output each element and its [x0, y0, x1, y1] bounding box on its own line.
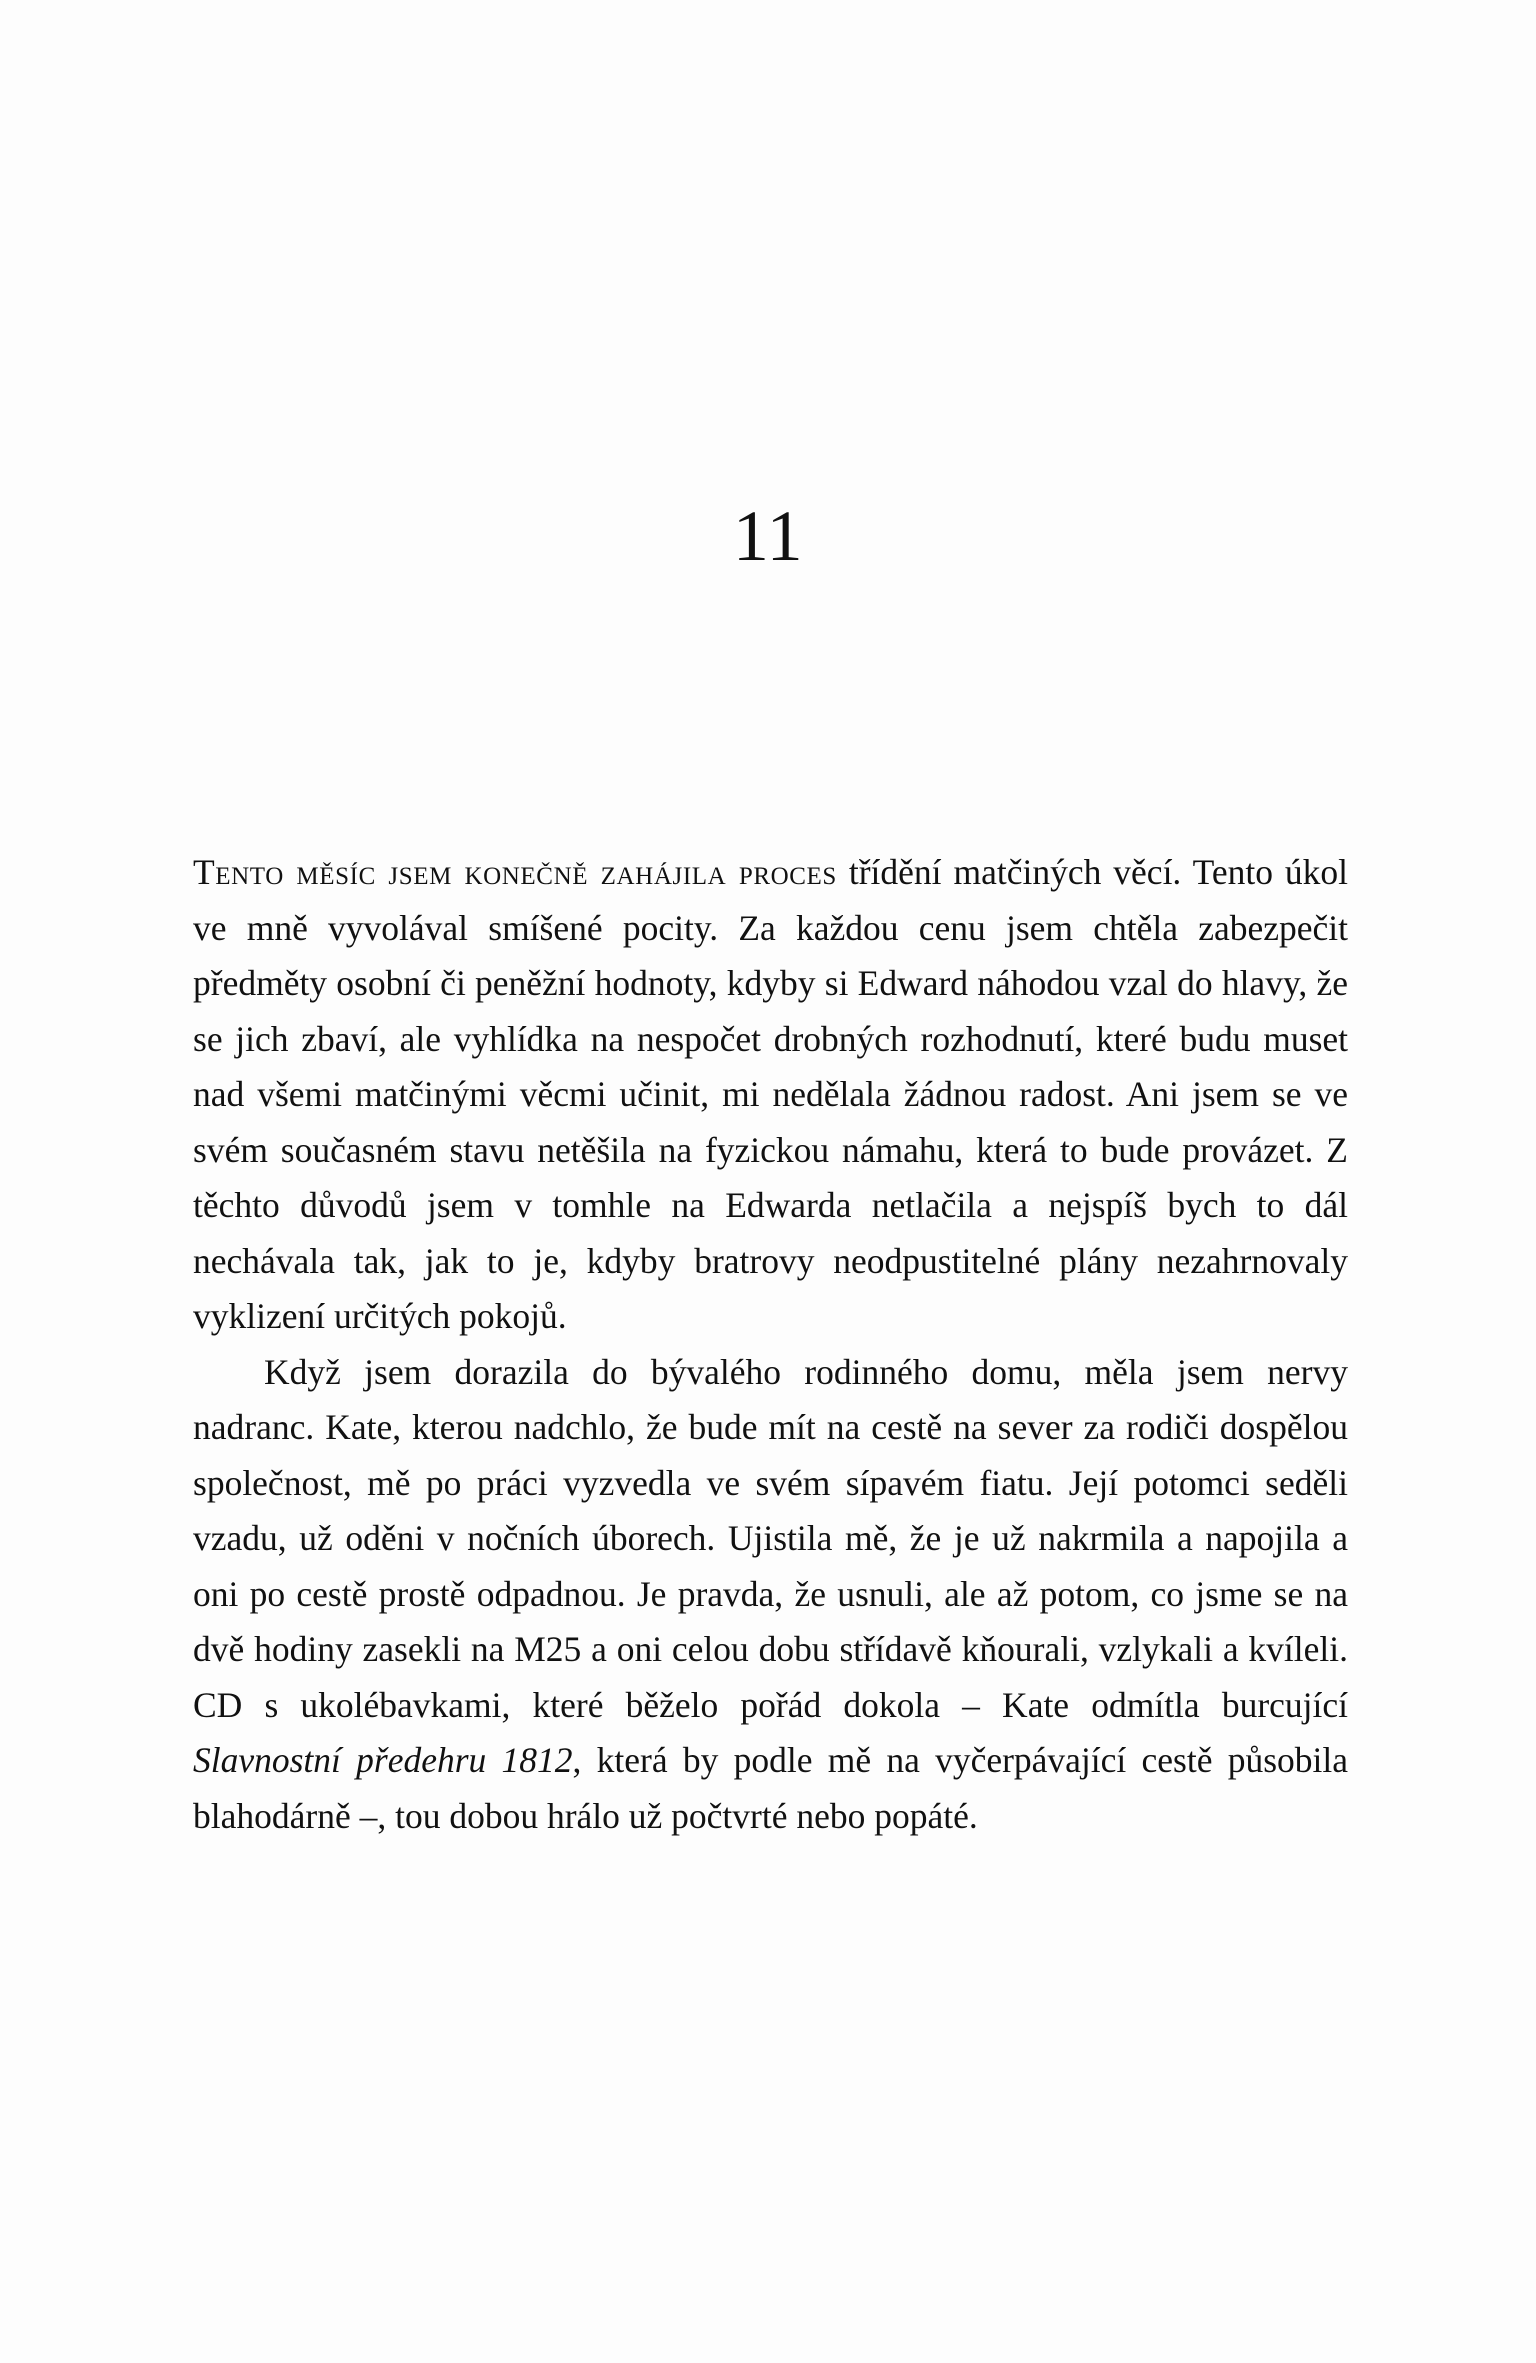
paragraph-2 [193, 1345, 1348, 1845]
paragraph-1-text: třídění matčiných věcí. Tento úkol ve mně vyvolával smíšené pocity. Za každou cenu jsem chtěla zabezpečit předměty osobní či peněžní hodnoty, kdyby si Edward náhodou vzal do hlavy, že se jich zbaví, ale vyhlídka na nespočet drobných rozhodnutí, které budu muset nad všemi matčinými věcmi učinit, mi nedělala žádnou radost. Ani jsem se ve svém současném stavu netěšila na fyzickou námahu, která to bude provázet. Z těchto důvodů jsem v tomhle na Edwarda netlačila a nejspíš bych to dál nechávala tak, jak to je, kdyby bratrovy neodpustitelné plány nezahrnovaly vyklizení určitých pokojů. [193, 852, 1349, 1336]
chapter-number: 11 [732, 496, 804, 576]
paragraph-1-opening-smallcaps: Tento měsíc jsem konečně zahájila proces [193, 852, 837, 892]
body-text-block [193, 845, 1348, 1844]
paragraph-2-italic-title: Slavnostní předehru 1812 [193, 1740, 573, 1780]
paragraph-1 [193, 845, 1348, 1345]
paragraph-2-text-part-1: Když jsem dorazila do bývalého rodinného domu, měla jsem nervy nadranc. Kate, kterou nadchlo, že bude mít na cestě na sever za rodiči dospělou společnost, mě po práci vyzvedla ve svém sípavém fiatu. Její potomci seděli vzadu, už oděni v nočních úborech. Ujistila mě, že je už nakrmila a napojila a oni po cestě prostě odpadnou. Je pravda, že usnuli, ale až potom, co jsme se na dvě hodiny zasekli na M25 a oni celou dobu střídavě kňourali, vzlykali a kvíleli. CD s ukolébavkami, které běželo pořád dokola – Kate odmítla burcující [193, 1351, 1348, 1725]
paragraph-2-text-part-2: , která by podle mě na vyčerpávající cestě působila blahodárně –, tou dobou hrálo už počtvrté nebo popáté. [193, 1740, 1348, 1836]
